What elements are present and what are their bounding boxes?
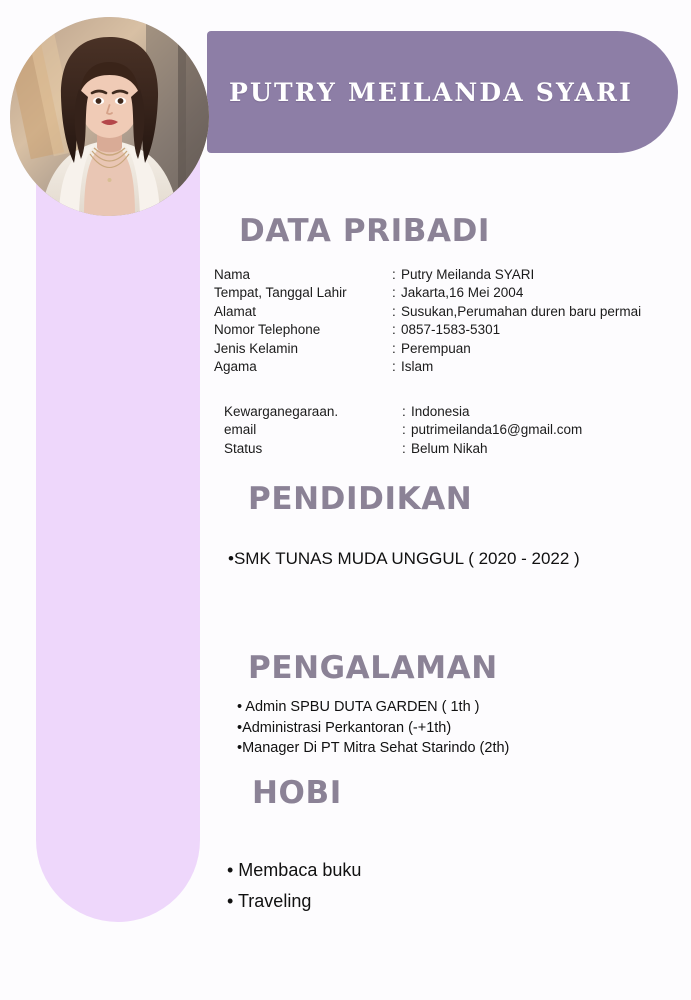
list-item: •Administrasi Perkantoran (-+1th) — [237, 719, 452, 736]
list-item: • Traveling — [227, 891, 312, 911]
data-label: Kewarganegaraan. — [224, 404, 339, 419]
section-heading-education: PENDIDIKAN — [248, 481, 473, 517]
table-row — [214, 321, 684, 339]
table-row — [224, 403, 691, 421]
table-row — [214, 303, 684, 321]
list-item: •SMK TUNAS MUDA UNGGUL ( 2020 - 2022 ) — [228, 549, 580, 568]
data-label: email — [224, 422, 257, 438]
data-separator: : — [392, 267, 396, 282]
data-value: Indonesia — [411, 404, 470, 419]
data-value: Susukan,Perumahan duren baru permai — [401, 303, 642, 319]
data-label: Jenis Kelamin — [214, 340, 299, 356]
data-value: Jakarta,16 Mei 2004 — [401, 285, 524, 301]
data-separator: : — [392, 303, 396, 319]
table-row — [214, 340, 684, 358]
data-value: Belum Nikah — [411, 440, 488, 456]
list-item: • Admin SPBU DUTA GARDEN ( 1th ) — [237, 699, 480, 715]
section-heading-hobbies: HOBI — [252, 775, 342, 811]
data-separator: : — [402, 440, 406, 456]
table-row — [214, 284, 684, 302]
section-heading-experience: PENGALAMAN — [248, 650, 498, 686]
data-label: Nomor Telephone — [214, 322, 321, 338]
table-row — [224, 440, 691, 458]
data-value: Islam — [401, 359, 434, 375]
data-value: Putry Meilanda SYARI — [401, 267, 535, 282]
data-label: Status — [224, 440, 263, 456]
data-label: Agama — [214, 359, 257, 375]
data-label: Nama — [214, 267, 251, 282]
data-separator: : — [392, 340, 396, 356]
table-row — [224, 421, 691, 439]
data-separator: : — [392, 285, 396, 301]
data-label: Alamat — [214, 303, 257, 319]
section-heading-personal: DATA PRIBADI — [239, 213, 491, 249]
data-separator: : — [392, 322, 396, 338]
list-item: • Membaca buku — [227, 860, 362, 880]
page-title: PUTRY MEILANDA SYARI — [229, 77, 633, 107]
list-item: •Manager Di PT Mitra Sehat Starindo (2th) — [237, 740, 510, 756]
hobbies-list — [227, 855, 361, 917]
data-separator: : — [402, 404, 406, 419]
personal-data-group-2 — [224, 403, 691, 458]
data-value: 0857-1583-5301 — [401, 322, 501, 338]
email-value: putrimeilanda16@gmail.com — [411, 422, 583, 438]
data-separator: : — [392, 359, 396, 375]
table-row — [214, 358, 684, 376]
data-label: Tempat, Tanggal Lahir — [214, 285, 347, 301]
education-list — [228, 548, 580, 570]
data-separator: : — [402, 422, 406, 438]
personal-data-group-1 — [214, 266, 684, 376]
data-value: Perempuan — [401, 340, 471, 356]
experience-list — [237, 697, 509, 759]
table-row — [214, 266, 684, 284]
